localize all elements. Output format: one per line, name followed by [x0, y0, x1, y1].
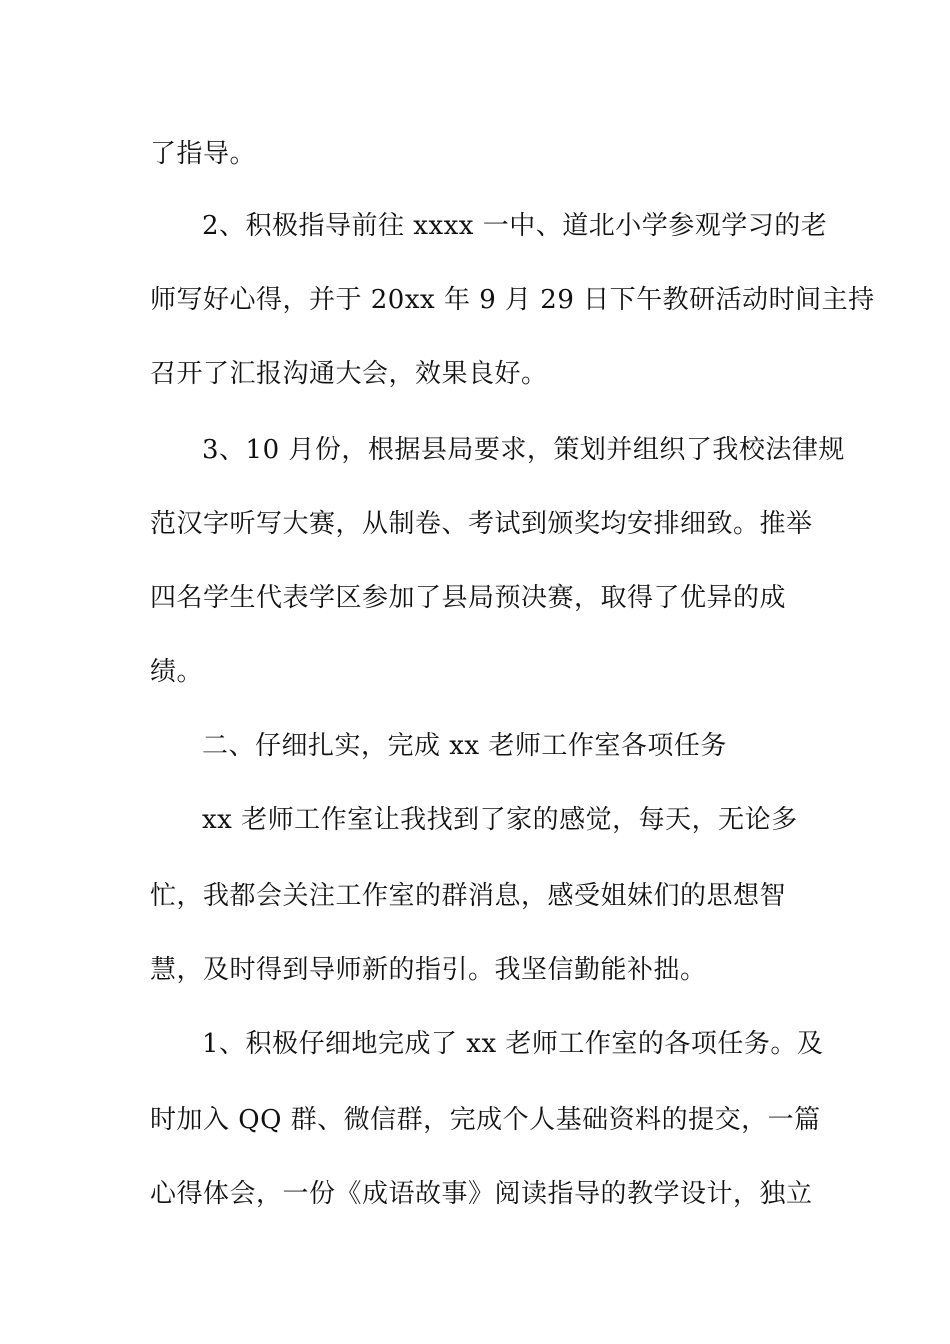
text-line: 师写好心得，并于 20xx 年 9 月 29 日下午教研活动时间主持	[150, 285, 875, 315]
text-line: 1、积极仔细地完成了 xx 老师工作室的各项任务。及	[202, 1029, 824, 1059]
text-line: 了指导。	[150, 139, 257, 169]
text-line: 绩。	[150, 657, 204, 687]
text-line: 慧，及时得到导师新的指引。我坚信勤能补拙。	[150, 955, 707, 985]
text-line: 四名学生代表学区参加了县局预决赛，取得了优异的成	[150, 583, 787, 613]
text-line: 召开了汇报沟通大会，效果良好。	[150, 359, 548, 389]
text-line: 时加入 QQ 群、微信群，完成个人基础资料的提交，一篇	[150, 1105, 821, 1135]
text-line: xx 老师工作室让我找到了家的感觉，每天，无论多	[202, 805, 798, 835]
text-line: 范汉字听写大赛，从制卷、考试到颁奖均安排细致。推举	[150, 509, 813, 539]
text-line: 2、积极指导前往 xxxx 一中、道北小学参观学习的老	[202, 211, 828, 241]
text-line: 忙，我都会关注工作室的群消息，感受姐妹们的思想智	[150, 881, 787, 911]
text-line: 3、10 月份，根据县局要求，策划并组织了我校法律规	[202, 435, 845, 465]
text-line: 心得体会，一份《成语故事》阅读指导的教学设计，独立	[150, 1179, 813, 1209]
section-heading: 二、仔细扎实，完成 xx 老师工作室各项任务	[202, 731, 727, 761]
